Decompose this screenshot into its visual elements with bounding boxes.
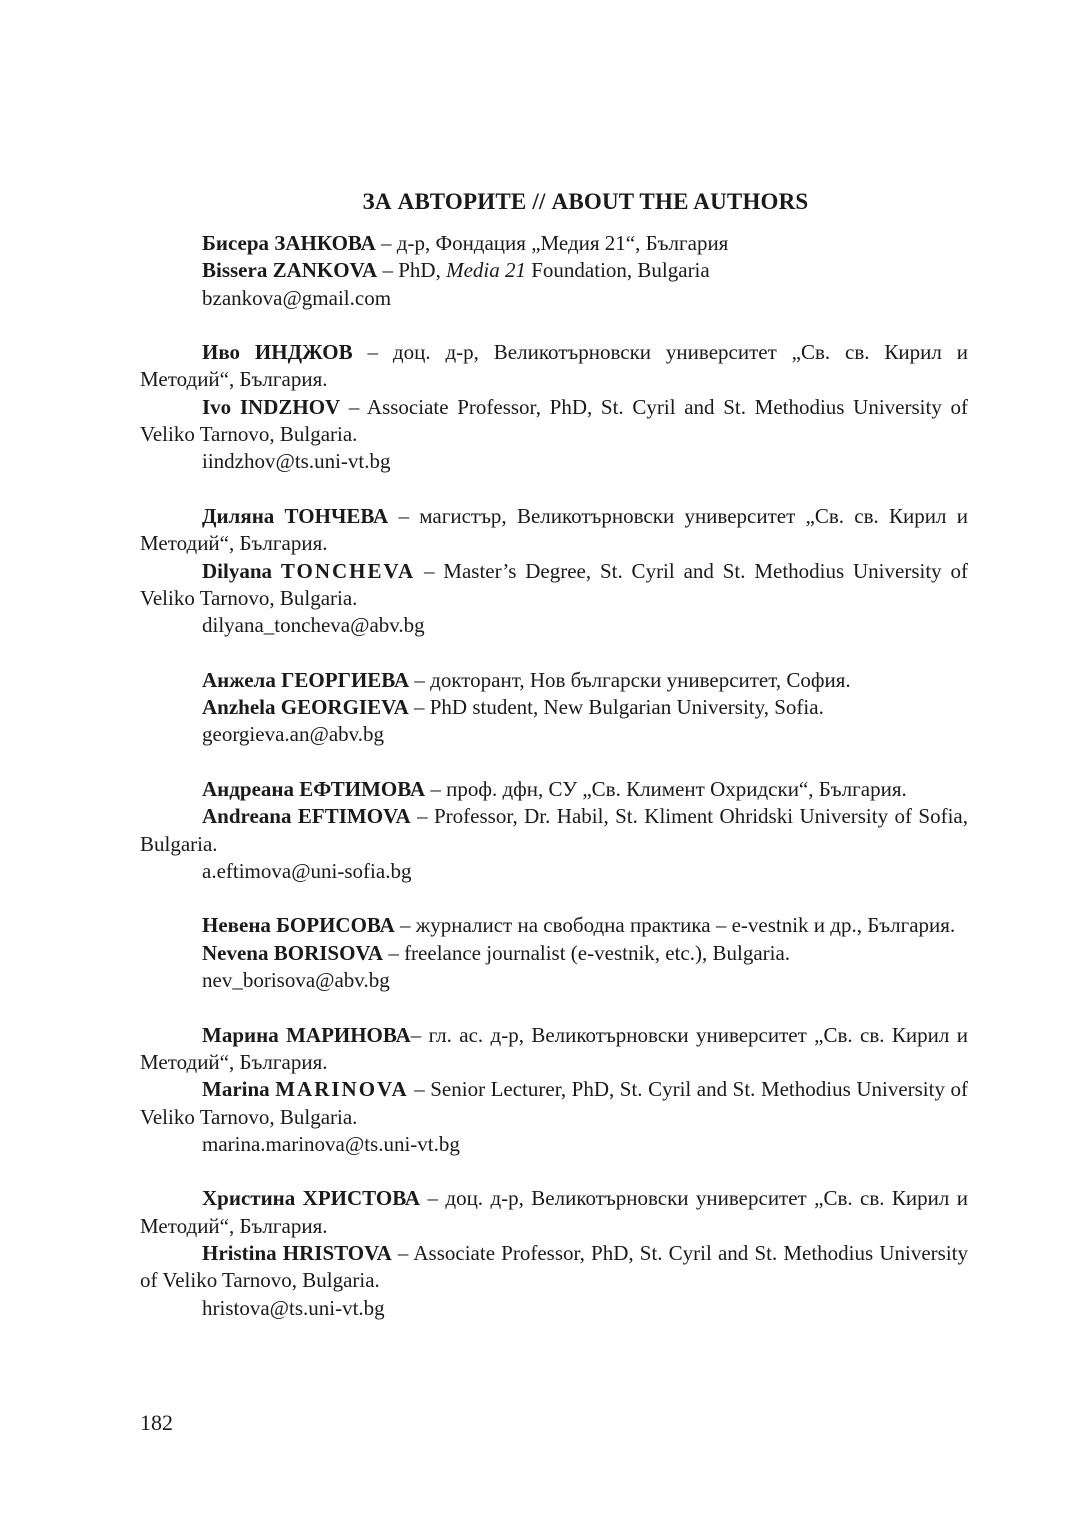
author-en	[140, 940, 968, 967]
page-title: ЗА АВТОРИТЕ // ABOUT THE AUTHORS	[362, 189, 809, 215]
author-bg-name: Анжела ГЕОРГИЕВА	[202, 667, 410, 692]
author-bg-name: Иво ИНДЖОВ	[202, 340, 353, 365]
author-en-name: Anzhela GEORGIEVA	[202, 695, 409, 720]
author-en-name: Marina	[202, 1077, 276, 1102]
author-en	[140, 558, 968, 613]
author-en-name: Ivo INDZHOV	[202, 394, 341, 419]
author-bg	[140, 667, 968, 694]
author-bg-name: Диляна ТОНЧЕВА	[202, 503, 389, 528]
author-bg-affiliation: – магистър, Великотърновски университет „Св. св. Кирил и Методий“, България.	[140, 503, 968, 556]
author-bg	[140, 912, 968, 939]
author-entry	[140, 912, 968, 994]
author-en-name: Bissera ZANKOVA	[202, 258, 378, 283]
author-en-affiliation: – freelance journalist (e-vestnik, etc.), Bulgaria.	[383, 940, 791, 965]
author-entry	[140, 503, 968, 639]
author-en-affiliation-end: Foundation, Bulgaria	[525, 258, 710, 283]
page-number: 182	[140, 1410, 173, 1435]
author-en-affiliation: – Associate Professor, PhD, St. Cyril and St. Methodius University of Veliko Tarnovo, Bulgaria.	[140, 1240, 968, 1293]
author-bg	[140, 230, 968, 257]
author-en-affiliation: – PhD student, New Bulgarian University, Sofia.	[408, 695, 824, 720]
author-bg-name: Андреана ЕФТИМОВА	[202, 776, 426, 801]
author-en	[140, 1240, 968, 1295]
author-entry	[140, 1185, 968, 1321]
author-en	[140, 694, 968, 721]
author-en-surname: TONCHEVA	[280, 558, 416, 583]
author-en-affiliation: – Professor, Dr. Habil, St. Kliment Ohridski University of Sofia, Bulgaria.	[140, 804, 968, 856]
author-en-surname: MARINOVA	[275, 1077, 409, 1102]
author-email[interactable]: nev_borisova@abv.bg	[202, 968, 390, 993]
author-bg-affiliation: – докторант, Нов български университет, София.	[409, 667, 851, 692]
author-bg-affiliation: – журналист на свободна практика – e-vestnik и др., България.	[394, 913, 956, 938]
author-bg	[140, 1022, 968, 1077]
author-bg	[140, 1185, 968, 1240]
author-en-affiliation: – Senior Lecturer, PhD, St. Cyril and St. Methodius University of Veliko Tarnovo, Bulgaria.	[140, 1077, 968, 1129]
author-bg-name: Бисера ЗАНКОВА	[202, 231, 376, 255]
author-bg-name: Марина МАРИНОВА	[202, 1022, 411, 1047]
authors-list	[140, 230, 968, 1349]
author-email[interactable]: georgieva.an@abv.bg	[202, 722, 385, 747]
author-en-name: Andreana EFTIMOVA	[202, 804, 411, 829]
author-bg-affiliation: – гл. ас. д-р, Великотърновски университет „Св. св. Кирил и Методий“, България.	[140, 1022, 968, 1074]
author-email[interactable]: bzankova@gmail.com	[202, 285, 392, 310]
author-email[interactable]: iindzhov@ts.uni-vt.bg	[202, 449, 391, 474]
author-entry	[140, 667, 968, 749]
author-bg	[140, 503, 968, 558]
author-bg	[140, 776, 968, 803]
author-en-affiliation: – PhD,	[377, 258, 447, 283]
author-en-name: Nevena BORISOVA	[202, 940, 384, 965]
author-entry	[140, 1022, 968, 1158]
author-bg-affiliation: – д-р, Фондация „Медия 21“, България	[375, 231, 729, 255]
author-email[interactable]: a.eftimova@uni-sofia.bg	[202, 858, 412, 883]
author-bg	[140, 339, 968, 394]
author-en	[140, 803, 968, 858]
author-en	[140, 394, 968, 449]
author-bg-affiliation: – проф. дфн, СУ „Св. Климент Охридски“, България.	[425, 776, 907, 801]
author-en-affiliation: – Master’s Degree, St. Cyril and St. Methodius University of Veliko Tarnovo, Bulgaria.	[140, 558, 968, 610]
author-en	[140, 257, 968, 284]
author-en	[140, 1076, 968, 1131]
author-bg-affiliation: – доц. д-р, Великотърновски университет „Св. св. Кирил и Методий“, България.	[140, 340, 968, 392]
author-entry	[140, 776, 968, 885]
author-entry	[140, 339, 968, 475]
author-en-name: Dilyana	[202, 558, 281, 583]
author-email[interactable]: dilyana_toncheva@abv.bg	[202, 613, 425, 638]
author-en-name: Hristina HRISTOVA	[202, 1240, 392, 1265]
author-en-affiliation: – Associate Professor, PhD, St. Cyril and St. Methodius University of Veliko Tarnovo, Bulgaria.	[140, 394, 968, 447]
author-bg-name: Христина ХРИСТОВА	[202, 1186, 421, 1211]
author-en-affiliation-italic: Media 21	[446, 258, 526, 283]
author-bg-name: Невена БОРИСОВА	[202, 913, 395, 938]
author-bg-affiliation: – доц. д-р, Великотърновски университет „Св. св. Кирил и Методий“, България.	[140, 1186, 969, 1238]
author-entry	[140, 230, 968, 312]
author-email[interactable]: marina.marinova@ts.uni-vt.bg	[202, 1131, 460, 1156]
author-email[interactable]: hristova@ts.uni-vt.bg	[202, 1295, 385, 1320]
